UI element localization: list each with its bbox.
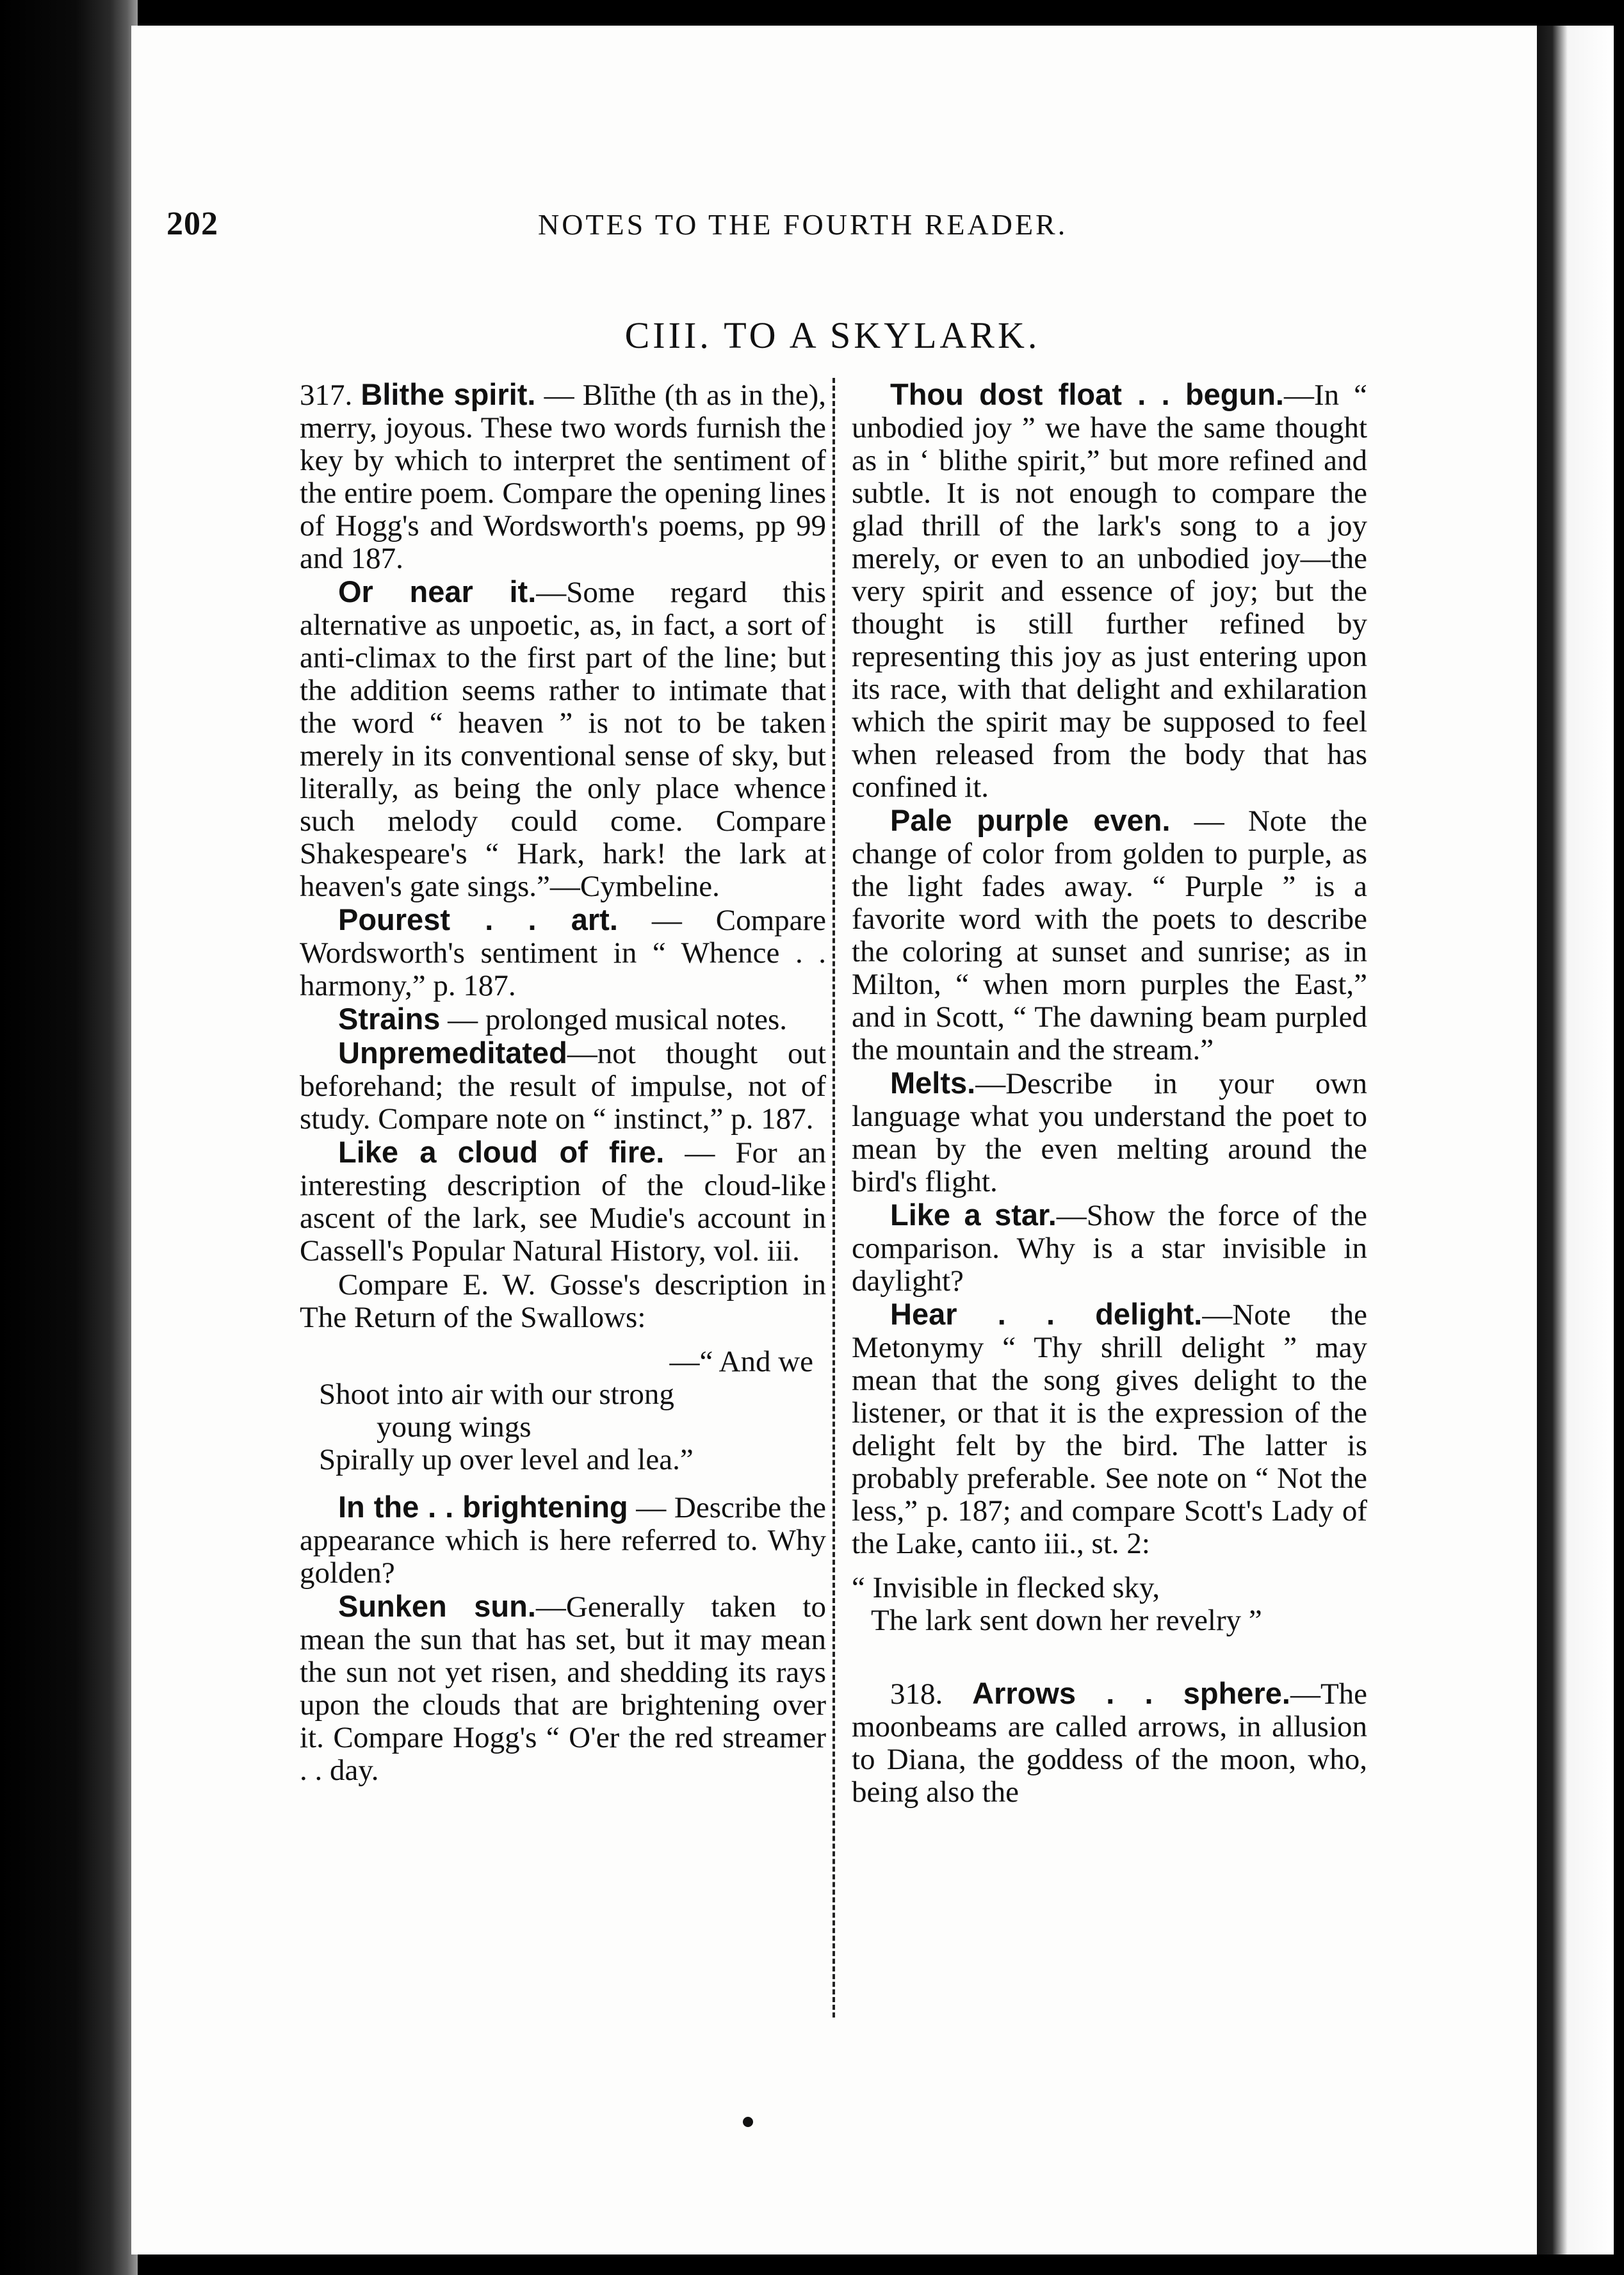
note-text: — Note the change of color from golden to purple, as the light fades away. “ Purple ” is a favorite word with the poets to describe the coloring at sunset and sunrise; as in Milton, “ when morn purples the East,” and in Scott, “ The dawning beam purpled the mountain and the stream.” [852, 804, 1367, 1066]
note-text: Compare E. W. Gosse's description in The Return of the Swallows: [300, 1268, 826, 1334]
note-headword: Strains [338, 1002, 441, 1036]
verse-line: Shoot into air with our strong [319, 1378, 674, 1411]
note-paragraph [852, 1066, 1367, 1198]
page-header [166, 205, 1422, 256]
note-paragraph [300, 1490, 826, 1590]
note-headword: Blithe spirit. [361, 377, 536, 411]
note-headword: In the . . brightening [338, 1490, 628, 1524]
verse-line: young wings [377, 1410, 532, 1444]
right-column [852, 378, 1367, 1809]
note-headword: Arrows . . sphere. [972, 1676, 1290, 1710]
note-paragraph [300, 378, 826, 575]
note-paragraph [300, 1036, 826, 1136]
note-headword: Like a cloud of fire. [338, 1135, 665, 1169]
note-text: —Some regard this alternative as unpoetic, as, in fact, a sort of anti-climax to the first part of the line; but the addition seems rather to intimate that the word “ heaven ” is not to be taken merely in its conventional sense of sky, but literally, as being the only place whence such melody could come. Compare Shakespeare's “ Hark, hark! the lark at heaven's gate sings.”—Cymbeline. [300, 576, 826, 903]
note-paragraph [852, 378, 1367, 804]
page-number: 202 [166, 206, 218, 242]
note-headword: Pourest . . art. [338, 902, 618, 936]
verse-line: —“ And we [669, 1345, 813, 1378]
note-paragraph [300, 1590, 826, 1787]
note-text: —In “ unbodied joy ” we have the same thought as in ‘ blithe spirit,” but more refined and subtle. It is not enough to compare the glad thrill of the lark's song to a joy merely, or even to an unbodied joy—the very spirit and essence of joy; but the thought is still further refined by representing this joy as just entering upon its race, with that delight and exhilaration which the spirit may be supposed to feel when released from the body that has confined it. [852, 379, 1368, 804]
note-paragraph [852, 804, 1367, 1066]
note-paragraph [852, 1298, 1367, 1560]
note-text: —Show the force of the comparison. Why is a star invisible in daylight? [852, 1199, 1367, 1298]
note-text: —Describe in your own language what you understand the poet to mean by the even melting around the bird's flight. [852, 1067, 1367, 1198]
note-paragraph [852, 1198, 1367, 1298]
note-paragraph [300, 1136, 826, 1268]
note-number: 317. [300, 379, 353, 412]
note-headword: Pale purple even. [890, 803, 1171, 837]
note-paragraph [300, 1002, 826, 1036]
note-number: 318. [890, 1677, 943, 1711]
note-headword: Hear . . delight. [890, 1297, 1203, 1331]
column-divider [832, 378, 835, 2018]
note-headword: Melts. [890, 1066, 976, 1100]
ink-dot [743, 2117, 753, 2127]
verse-line: “ Invisible in flecked sky, [852, 1571, 1160, 1604]
note-headword: Sunken sun. [338, 1589, 536, 1623]
note-text: — For an interesting description of the cloud-like ascent of the lark, see Mudie's account in Cassell's Popular Natural History, vol. iii. [300, 1136, 826, 1268]
running-head: NOTES TO THE FOURTH READER. [538, 208, 1068, 241]
note-text: — prolonged musical notes. [440, 1003, 788, 1036]
note-text: —The moonbeams are called arrows, in allusion to Diana, the goddess of the moon, who, being also the [852, 1677, 1368, 1809]
note-text: — Blīthe (th as in the), merry, joyous. These two words furnish the key by which to interpret the sentiment of the entire poem. Compare the opening lines of Hogg's and Wordsworth's poems, pp 99 and 187. [300, 379, 827, 575]
verse-line: The lark sent down her revelry ” [871, 1604, 1262, 1637]
note-text: —Generally taken to mean the sun that has set, but it may mean the sun not yet risen, and shedding its rays upon the clouds that are brightening over it. Compare Hogg's “ O'er the red streamer . . day. [300, 1590, 826, 1787]
note-paragraph [300, 1268, 826, 1334]
note-paragraph [300, 575, 826, 903]
note-headword: Or near it. [338, 575, 537, 608]
note-headword: Unpremeditated [338, 1036, 567, 1070]
verse-line: Spirally up over level and lea.” [319, 1443, 694, 1476]
verse-quote [852, 1572, 1367, 1637]
note-text: — Compare Wordsworth's sentiment in “ Whence . . harmony,” p. 187. [300, 904, 827, 1002]
note-paragraph [852, 1677, 1367, 1809]
verse-quote [300, 1346, 826, 1476]
note-text: — Describe the appearance which is here referred to. Why golden? [300, 1491, 826, 1590]
note-text: —not thought out beforehand; the result of impulse, not of study. Compare note on “ instinct,” p. 187. [300, 1037, 826, 1136]
left-column [300, 378, 826, 1787]
spacer [852, 1651, 1367, 1677]
next-page-edge [1537, 26, 1614, 2255]
note-paragraph [300, 903, 826, 1002]
note-text: —Note the Metonymy “ Thy shrill delight ” may mean that the song gives delight to the listener, or that it is the expression of the delight felt by the bird. The latter is probably preferable. See note on “ Not the less,” p. 187; and compare Scott's Lady of the Lake, canto iii., st. 2: [852, 1298, 1367, 1560]
note-headword: Thou dost float . . begun. [890, 377, 1284, 411]
book-spine [0, 0, 138, 2275]
note-headword: Like a star. [890, 1198, 1057, 1232]
section-title: CIII. TO A SKYLARK. [624, 314, 1041, 356]
